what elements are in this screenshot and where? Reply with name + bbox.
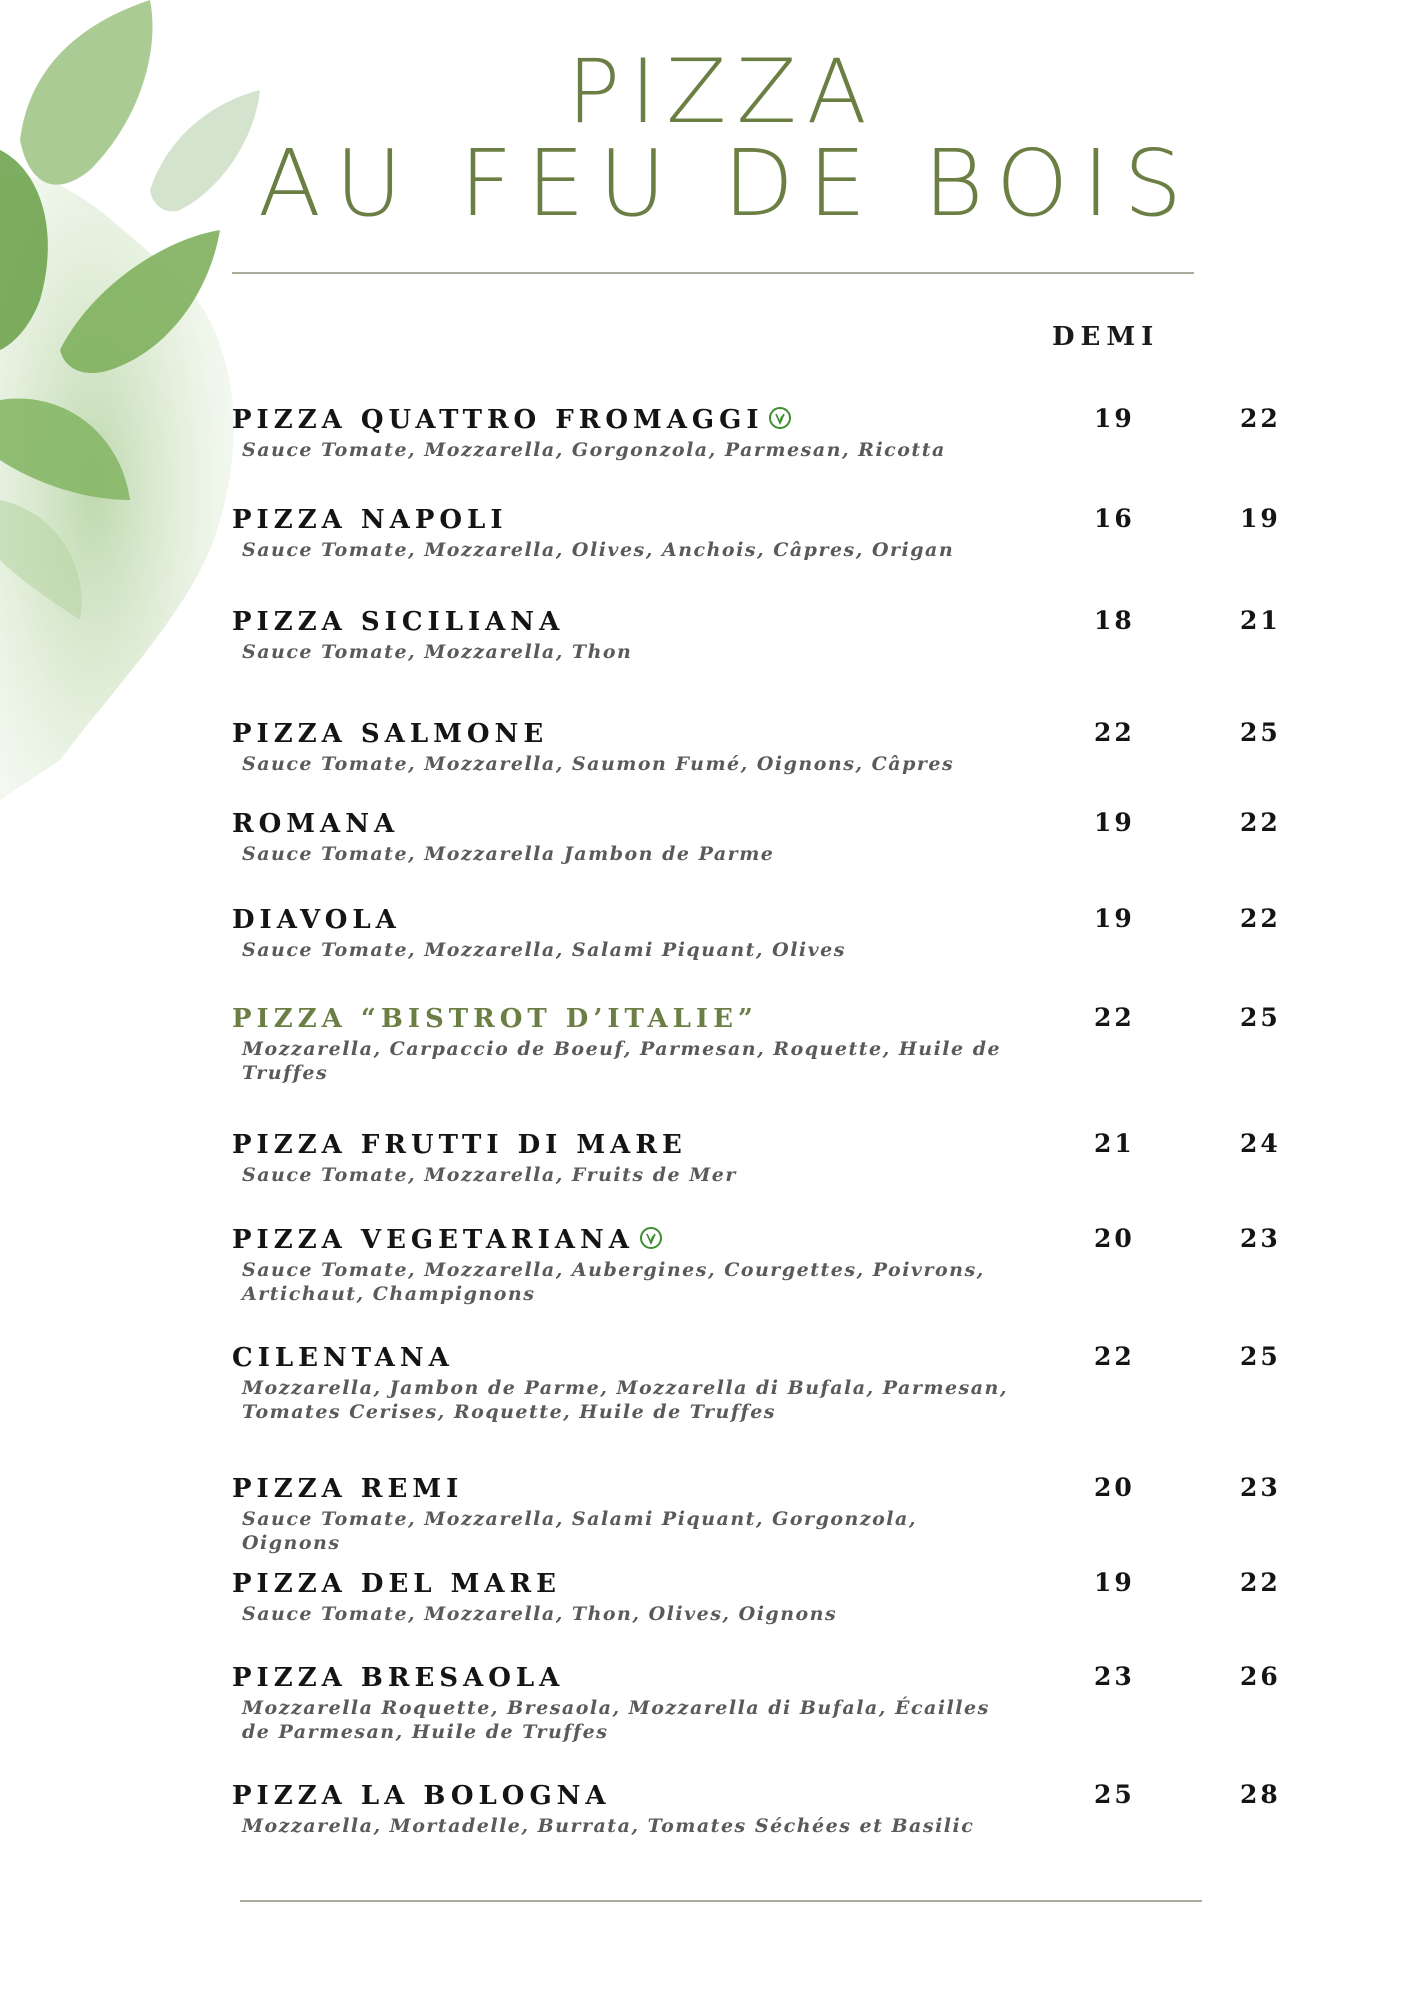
menu-item: [232, 1568, 1372, 1626]
menu-item-description: Sauce Tomate, Mozzarella, Saumon Fumé, Oignons, Câpres: [242, 753, 955, 775]
menu-item-name-text: PIZZA LA BOLOGNA: [232, 1781, 611, 1811]
menu-item-price-full: 24: [1240, 1129, 1281, 1158]
menu-item-name: [232, 1662, 1372, 1694]
menu-item-name: [232, 1780, 1372, 1812]
menu-item-name-text: PIZZA NAPOLI: [232, 505, 508, 535]
bottom-divider: [240, 1900, 1202, 1902]
menu-item-price-demi: 23: [1094, 1662, 1135, 1691]
menu-item-price-demi: 19: [1094, 1568, 1135, 1597]
menu-item-name-text: PIZZA QUATTRO FROMAGGI: [232, 405, 764, 435]
menu-item-description: Mozzarella, Carpaccio de Boeuf, Parmesan, Roquette, Huile de Truffes: [242, 1038, 1002, 1084]
menu-item-price-full: 25: [1240, 718, 1281, 747]
menu-item-price-demi: 22: [1094, 1003, 1135, 1032]
menu-item-price-full: 22: [1240, 904, 1281, 933]
menu-item-name-text: PIZZA BRESAOLA: [232, 1663, 565, 1693]
menu-item-name-text: PIZZA “BISTROT D’ITALIE”: [232, 1004, 758, 1034]
menu-item-price-full: 28: [1240, 1780, 1281, 1809]
menu-item-description: Sauce Tomate, Mozzarella, Salami Piquant, Olives: [242, 939, 846, 961]
menu-item-description: Sauce Tomate, Mozzarella, Thon: [242, 641, 633, 663]
menu-item-name: [232, 504, 1372, 536]
menu-item-name: [232, 718, 1372, 750]
menu-item-price-full: 22: [1240, 404, 1281, 433]
menu-item-description: Mozzarella Roquette, Bresaola, Mozzarella di Bufala, Écailles de Parmesan, Huile de Truffes: [242, 1697, 990, 1743]
menu-item-price-full: 25: [1240, 1342, 1281, 1371]
menu-item-description: Sauce Tomate, Mozzarella, Fruits de Mer: [242, 1164, 737, 1186]
menu-item: [232, 1473, 1372, 1555]
menu-item-name-text: DIAVOLA: [232, 905, 401, 935]
menu-item-name: [232, 1568, 1372, 1600]
menu-item-name: [232, 1473, 1372, 1505]
menu-item-name: [232, 1342, 1372, 1374]
menu-item-name: [232, 1129, 1372, 1161]
menu-item-name-text: PIZZA SICILIANA: [232, 607, 565, 637]
menu-item-name-text: ROMANA: [232, 809, 400, 839]
menu-item-price-demi: 22: [1094, 718, 1135, 747]
menu-item-name-text: PIZZA SALMONE: [232, 719, 549, 749]
menu-item-name-text: PIZZA REMI: [232, 1474, 464, 1504]
menu-item-price-demi: 18: [1094, 606, 1135, 635]
menu-item-price-full: 23: [1240, 1473, 1281, 1502]
menu-item: [232, 1003, 1372, 1085]
menu-item: [232, 606, 1372, 664]
menu-item-name: [232, 606, 1372, 638]
top-divider: [232, 272, 1194, 274]
menu-item: [232, 1662, 1372, 1744]
menu-item-name: [232, 404, 1372, 436]
menu-item-price-demi: 19: [1094, 808, 1135, 837]
menu-item-description: Sauce Tomate, Mozzarella, Olives, Anchois, Câpres, Origan: [242, 539, 955, 561]
vegetarian-leaf-icon: [640, 1227, 662, 1249]
menu-item-price-full: 22: [1240, 1568, 1281, 1597]
menu-item-price-full: 21: [1240, 606, 1281, 635]
menu-item-price-full: 19: [1240, 504, 1281, 533]
menu-item-description: Sauce Tomate, Mozzarella, Aubergines, Courgettes, Poivrons, Artichaut, Champignons: [242, 1259, 985, 1305]
column-header-demi: DEMI: [1052, 322, 1160, 352]
menu-item: [232, 1129, 1372, 1187]
menu-item-name: [232, 1224, 1372, 1256]
menu-item: [232, 504, 1372, 562]
menu-item-description: Mozzarella, Jambon de Parme, Mozzarella di Bufala, Parmesan, Tomates Cerises, Roquette, Huile de Truffes: [242, 1377, 1008, 1423]
menu-item-price-full: 23: [1240, 1224, 1281, 1253]
page-title-line1: PIZZA: [567, 40, 877, 143]
menu-item: [232, 808, 1372, 866]
menu-item: [232, 1224, 1372, 1306]
menu-item-name: [232, 904, 1372, 936]
menu-item-name-text: CILENTANA: [232, 1343, 454, 1373]
menu-item-price-demi: 21: [1094, 1129, 1135, 1158]
menu-item-name-text: PIZZA FRUTTI DI MARE: [232, 1130, 687, 1160]
menu-item-description: Sauce Tomate, Mozzarella, Salami Piquant, Gorgonzola, Oignons: [242, 1508, 917, 1554]
menu-item-name-text: PIZZA VEGETARIANA: [232, 1225, 634, 1255]
menu-item: [232, 1780, 1372, 1838]
menu-item-name: [232, 808, 1372, 840]
menu-item-description: Sauce Tomate, Mozzarella, Gorgonzola, Parmesan, Ricotta: [242, 439, 946, 461]
vegetarian-leaf-icon: [769, 407, 791, 429]
menu-item-price-demi: 22: [1094, 1342, 1135, 1371]
menu-item-description: Mozzarella, Mortadelle, Burrata, Tomates Séchées et Basilic: [242, 1815, 975, 1837]
menu-item-price-demi: 16: [1094, 504, 1135, 533]
menu-item: [232, 404, 1372, 462]
menu-item-price-full: 22: [1240, 808, 1281, 837]
menu-item-description: Sauce Tomate, Mozzarella, Thon, Olives, Oignons: [242, 1603, 838, 1625]
menu-item: [232, 1342, 1372, 1424]
menu-item-name-text: PIZZA DEL MARE: [232, 1569, 561, 1599]
menu-item-price-full: 25: [1240, 1003, 1281, 1032]
page-title-line2: AU FEU DE BOIS: [258, 130, 1196, 237]
menu-item-description: Sauce Tomate, Mozzarella Jambon de Parme: [242, 843, 775, 865]
menu-item-price-demi: 20: [1094, 1224, 1135, 1253]
menu-item: [232, 718, 1372, 776]
menu-item-price-demi: 20: [1094, 1473, 1135, 1502]
menu-item-price-demi: 19: [1094, 904, 1135, 933]
menu-item: [232, 904, 1372, 962]
menu-item-price-demi: 19: [1094, 404, 1135, 433]
menu-item-price-demi: 25: [1094, 1780, 1135, 1809]
menu-item-name: [232, 1003, 1372, 1035]
menu-item-price-full: 26: [1240, 1662, 1281, 1691]
